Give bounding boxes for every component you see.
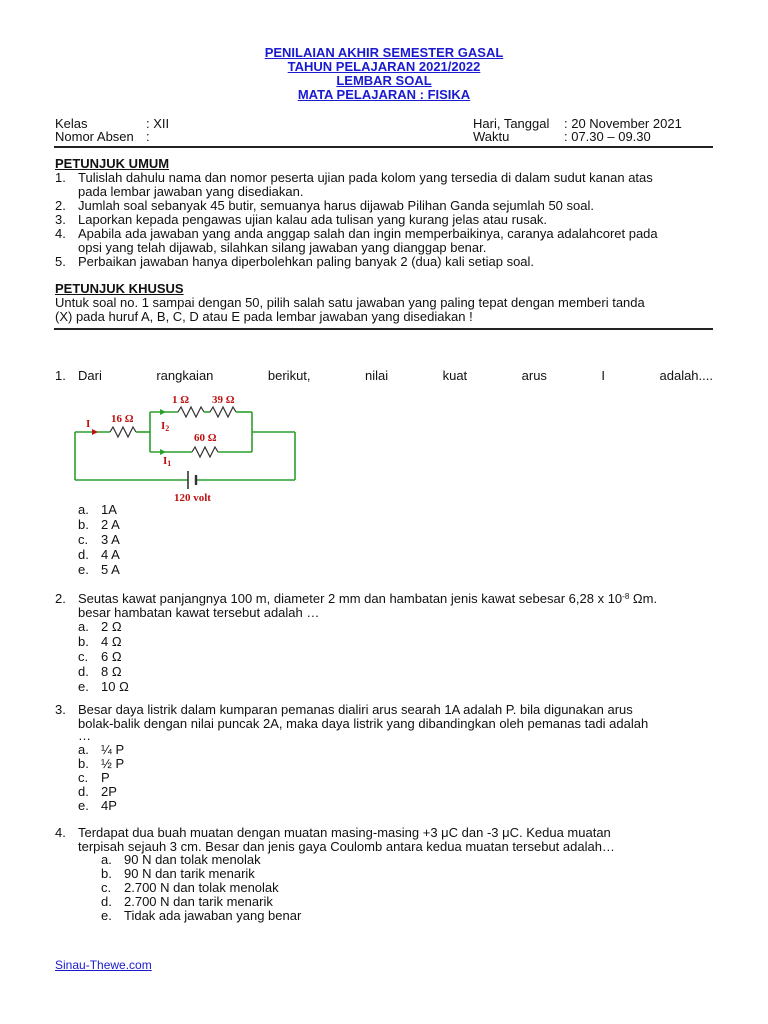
khusus-text: (X) pada huruf A, B, C, D atau E pada lembar jawaban yang disediakan ! [55,309,473,324]
q1-word: kuat [442,368,468,383]
footer-site-link[interactable]: Sinau-Thewe.com [55,958,152,972]
option-letter: a. [101,852,112,867]
question-2-line [78,592,657,606]
question-number: 2. [55,591,66,606]
question-3-line: bolak-balik dengan nilai puncak 2A, maka daya listrik yang dibandingkan oleh pemanas tadi adalah [78,716,649,731]
option-letter: e. [101,908,112,923]
current-i2-label [161,420,169,433]
option-text: 3 A [101,532,120,547]
option-text: 4 A [101,547,120,562]
option-text: 90 N dan tarik menarik [124,866,255,881]
option-text: 8 Ω [101,664,122,679]
current-arrow-icon [160,409,166,415]
q1-word: nilai [365,368,389,383]
option-text: Tidak ada jawaban yang benar [124,908,302,923]
option-letter: e. [78,798,89,813]
subject-title: MATA PELAJARAN : FISIKA [297,87,471,102]
option-letter: b. [78,517,89,532]
waktu-label: Waktu [473,129,510,144]
option-text: 90 N dan tolak menolak [124,852,261,867]
resistor-60-label: 60 Ω [194,432,217,444]
option-text: 2 A [101,517,120,532]
umum-item-num: 1. [55,170,66,185]
option-letter: d. [78,784,89,799]
question-2-line: besar hambatan kawat tersebut adalah … [78,605,320,620]
voltage-label: 120 volt [174,492,211,504]
q1-word: rangkaian [156,368,214,383]
circuit-wires [75,407,295,480]
option-letter: d. [101,894,112,909]
option-letter: e. [78,679,89,694]
tanggal-value: : 20 November 2021 [564,116,682,131]
option-letter: c. [78,649,89,664]
q1-word: I [601,368,606,383]
option-text: 2P [101,784,117,799]
petunjuk-umum-heading: PETUNJUK UMUM [55,156,170,171]
q2-text-pre: Seutas kawat panjangnya 100 m, diameter 2 mm dan hambatan jenis kawat sebesar 6,28 x 10 [78,591,623,606]
option-text: 2 Ω [101,619,122,634]
option-text: ½ P [101,756,125,771]
q1-word: berikut, [267,368,311,383]
kelas-label: Kelas [55,116,88,131]
question-4-line: Terdapat dua buah muatan dengan muatan masing-masing +3 μC dan -3 μC. Kedua muatan [78,825,611,840]
current-i2-main: I [161,420,166,432]
current-arrow-icon [92,429,98,435]
option-letter: d. [78,547,89,562]
option-letter: c. [78,532,89,547]
q2-exponent: -8 [622,592,630,601]
question-number: 1. [55,368,66,383]
divider-bottom [54,328,713,330]
absen-value: : [146,129,150,144]
umum-item-text: pada lembar jawaban yang disediakan. [78,184,304,199]
q1-word: adalah.... [659,368,713,383]
umum-item-text: Perbaikan jawaban hanya diperbolehkan paling banyak 2 (dua) kali setiap soal. [78,254,535,269]
umum-item-text: Jumlah soal sebanyak 45 butir, semuanya harus dijawab Pilihan Ganda sejumlah 50 soal. [78,198,594,213]
option-text: 5 A [101,562,120,577]
option-text: 4 Ω [101,634,122,649]
circuit-diagram [60,392,310,507]
umum-item-num: 3. [55,212,66,227]
waktu-value: : 07.30 – 09.30 [564,129,651,144]
umum-item-text: Laporkan kepada pengawas ujian kalau ada tulisan yang kurang jelas atau rusak. [78,212,548,227]
option-text: 2.700 N dan tolak menolak [124,880,279,895]
petunjuk-khusus-heading: PETUNJUK KHUSUS [55,281,184,296]
q1-word: arus [521,368,547,383]
umum-item-num: 5. [55,254,66,269]
umum-item-num: 4. [55,226,66,241]
option-letter: b. [78,634,89,649]
option-letter: b. [78,756,89,771]
option-text: 4P [101,798,117,813]
kelas-value: : XII [146,116,170,131]
umum-item-num: 2. [55,198,66,213]
tanggal-label: Hari, Tanggal [473,116,550,131]
option-letter: b. [101,866,112,881]
q2-text-post: Ωm. [629,591,658,606]
option-letter: a. [78,742,89,757]
option-letter: e. [78,562,89,577]
option-letter: c. [101,880,112,895]
option-text: 1A [101,502,117,517]
q1-word: Dari [78,368,102,383]
question-3-line: … [78,728,91,743]
option-letter: d. [78,664,89,679]
divider-top [54,146,713,148]
exam-title: PENILAIAN AKHIR SEMESTER GASAL [264,45,504,60]
option-letter: a. [78,619,89,634]
question-4-line: terpisah sejauh 3 cm. Besar dan jenis gaya Coulomb antara kedua muatan tersebut adalah… [78,839,615,854]
umum-item-text: Apabila ada jawaban yang anda anggap salah dan ingin memperbaikinya, caranya adalahcoret pada [78,226,658,241]
option-letter: a. [78,502,89,517]
current-i-label: I [86,418,91,430]
umum-item-text: opsi yang telah dijawab, silahkan silang jawaban yang dianggap benar. [78,240,487,255]
khusus-text: Untuk soal no. 1 sampai dengan 50, pilih salah satu jawaban yang paling tepat dengan memberi tanda [55,295,645,310]
current-i1-main: I [163,455,168,467]
absen-label: Nomor Absen [55,129,134,144]
option-text: 6 Ω [101,649,122,664]
umum-item-text: Tulislah dahulu nama dan nomor peserta ujian pada kolom yang tersedia di dalam sudut kanan atas [78,170,653,185]
resistor-39-label: 39 Ω [212,394,235,406]
question-1-stem [78,369,713,383]
current-i1-label [163,455,171,468]
question-3-line: Besar daya listrik dalam kumparan pemanas dialiri arus searah 1A adalah P. bila digunakan arus [78,702,633,717]
option-letter: c. [78,770,89,785]
question-number: 4. [55,825,66,840]
academic-year: TAHUN PELAJARAN 2021/2022 [287,59,481,74]
resistor-1-label: 1 Ω [172,394,190,406]
option-text: P [101,770,110,785]
option-text: ¼ P [101,742,125,757]
option-text: 2.700 N dan tarik menarik [124,894,273,909]
question-number: 3. [55,702,66,717]
option-text: 10 Ω [101,679,129,694]
current-i2-sub: 2 [165,424,170,433]
current-i1-sub: 1 [167,459,172,468]
resistor-16-label: 16 Ω [111,413,134,425]
sheet-title: LEMBAR SOAL [336,73,432,88]
